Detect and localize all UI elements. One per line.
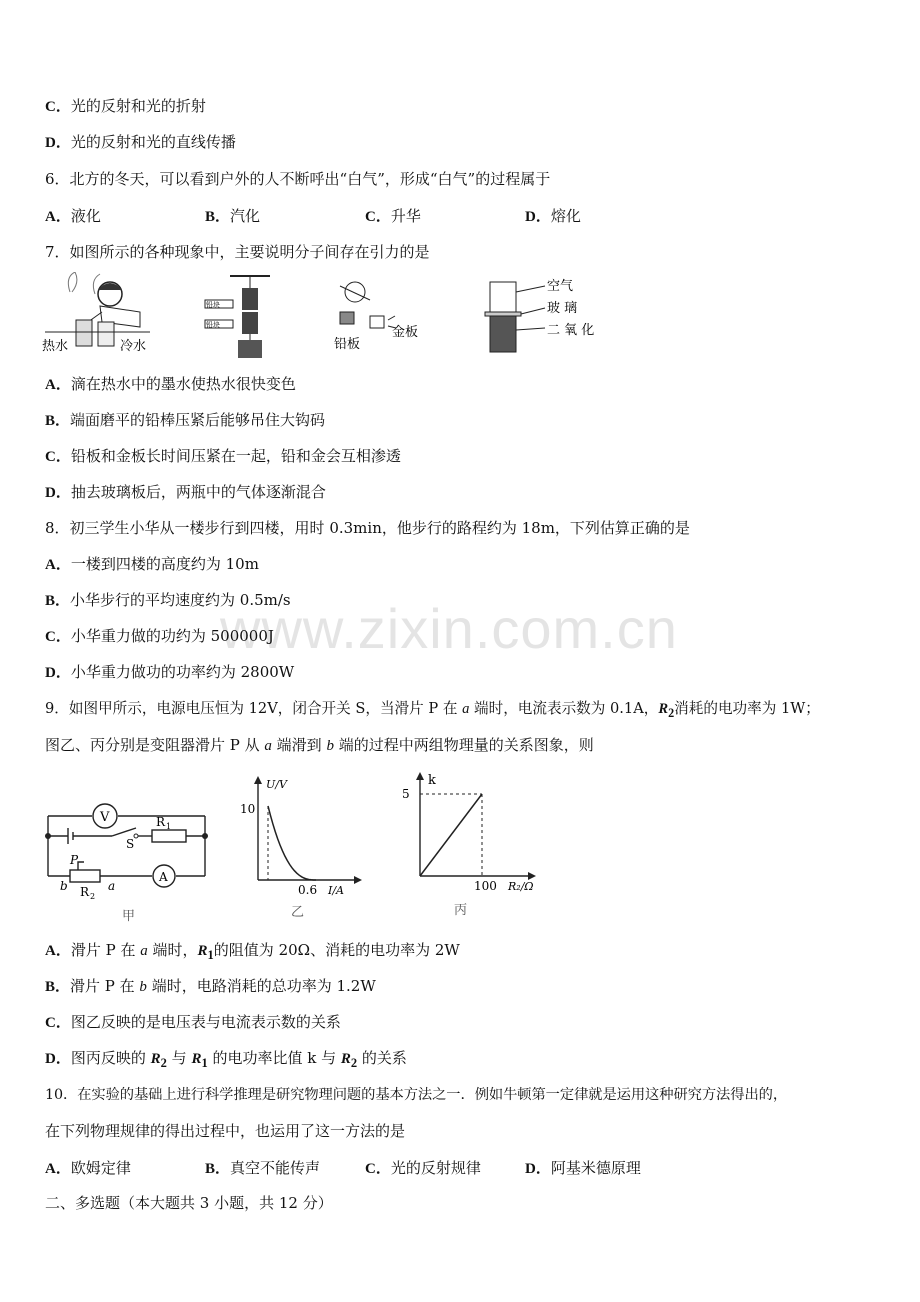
option-text: 滑片 P 在 — [70, 977, 140, 995]
graph-bing — [398, 770, 548, 920]
option-text: 光的反射和光的直线传播 — [70, 133, 236, 151]
option-label: D． — [525, 1161, 551, 1177]
option-label: B． — [205, 209, 231, 225]
q6-stem: 6．北方的冬天，可以看到户外的人不断呼出“白气”，形成“白气”的过程属于 — [45, 170, 551, 188]
air-label: 空气 — [547, 279, 574, 294]
x-tick-label: 0.6 — [298, 883, 318, 897]
option-text: 光的反射和光的折射 — [70, 97, 206, 115]
var-sub: 2 — [350, 1056, 358, 1070]
r1-label: R — [156, 815, 166, 829]
q9-option-b[interactable] — [45, 976, 376, 997]
circuit-diagram-jia — [40, 800, 220, 924]
q9-stem-line2 — [45, 735, 594, 756]
slider-label: P — [70, 853, 79, 867]
cold-water-label: 冷水 — [120, 339, 147, 354]
r2-label: R — [80, 885, 90, 899]
section-heading-multiple-choice: 二、多选题（本大题共 3 小题，共 12 分） — [45, 1194, 333, 1212]
k-r2-line — [420, 794, 482, 876]
option-label: D． — [525, 209, 551, 225]
var-r: R — [658, 701, 669, 717]
option-label: A． — [45, 943, 71, 959]
var-b: b — [139, 979, 147, 995]
watermark: www.zixin.com.cn — [220, 597, 678, 660]
q9-option-c[interactable] — [45, 1012, 341, 1033]
option-text: 光的反射规律 — [390, 1159, 481, 1177]
r2-sub: 2 — [90, 892, 96, 901]
option-text: 端时， — [147, 941, 198, 959]
q8-option-c[interactable] — [45, 626, 274, 647]
var-sub: 1 — [207, 948, 214, 962]
no2-label: 二 氧 化 — [547, 323, 595, 338]
option-label: C． — [45, 449, 71, 465]
voltmeter-label: V — [100, 810, 110, 825]
x-axis-label: R₂/Ω — [508, 880, 534, 893]
option-text: 端面磨平的铅棒压紧后能够吊住大钩码 — [70, 411, 326, 429]
option-label: A． — [45, 209, 71, 225]
end-a-label: a — [108, 879, 116, 893]
stem-text: 端的过程中两组物理量的关系图象，则 — [333, 736, 594, 754]
x-axis-label: I/A — [328, 884, 344, 897]
var-r: R — [340, 1051, 351, 1067]
q10-stem-line2: 在下列物理规律的得出过程中，也运用了这一方法的是 — [45, 1122, 406, 1140]
q7-figures — [40, 272, 640, 362]
option-label: C． — [45, 1015, 71, 1031]
option-text: 熔化 — [550, 207, 581, 225]
option-text: 一楼到四楼的高度约为 10m — [70, 555, 259, 573]
q10-stem-line1: 10．在实验的基础上进行科学推理是研究物理问题的基本方法之一．例如牛顿第一定律就是运用这种研究方法得出的， — [45, 1087, 788, 1103]
var-r: R — [150, 1051, 161, 1067]
q6-option-b[interactable] — [205, 205, 260, 226]
option-text: 滑片 P 在 — [70, 941, 141, 959]
option-text: 汽化 — [230, 207, 261, 225]
option-label: D． — [45, 135, 71, 151]
option-text: 欧姆定律 — [70, 1159, 131, 1177]
q9-stem-line1 — [45, 699, 820, 723]
q6-option-a[interactable] — [45, 205, 101, 226]
var-sub: 2 — [160, 1056, 167, 1070]
option-label: B． — [45, 593, 71, 609]
option-text: 端时，电路消耗的总功率为 1.2W — [146, 977, 376, 995]
ink-diffusion-figure — [42, 272, 150, 354]
option-text: 升华 — [390, 207, 421, 225]
stem-text: 图乙、丙分别是变阻器滑片 P 从 — [45, 736, 265, 754]
option-text: 图乙反映的是电压表与电流表示数的关系 — [70, 1013, 341, 1031]
q9-option-d[interactable] — [45, 1048, 407, 1073]
stem-text: 9．如图甲所示，电源电压恒为 12V，闭合开关 S，当滑片 P 在 — [45, 700, 463, 717]
option-label: A． — [45, 377, 71, 393]
var-sub: 1 — [201, 1056, 208, 1070]
y-tick-label: 10 — [240, 802, 256, 816]
u-i-curve — [268, 806, 316, 880]
q10-option-d[interactable] — [525, 1157, 641, 1178]
option-text: 的关系 — [357, 1049, 407, 1067]
lead-block-label-2: 铅块 — [206, 321, 220, 329]
q5-option-d[interactable] — [45, 132, 236, 153]
end-b-label: b — [60, 879, 68, 893]
var-r: R — [197, 943, 208, 959]
option-text: 小华步行的平均速度约为 0.5m/s — [70, 591, 291, 609]
option-text: 铅板和金板长时间压紧在一起，铅和金会互相渗透 — [70, 447, 401, 465]
option-text: 的电功率比值 k 与 — [207, 1049, 341, 1067]
r1-sub: 1 — [166, 822, 172, 831]
option-label: B． — [45, 413, 71, 429]
graph-yi — [236, 770, 366, 920]
q10-option-a[interactable] — [45, 1157, 131, 1178]
q7-option-a[interactable] — [45, 374, 296, 395]
var-r: R — [191, 1051, 202, 1067]
option-label: A． — [45, 557, 71, 573]
y-axis-label: U/V — [266, 778, 287, 791]
option-label: D． — [45, 1051, 71, 1067]
q9-option-a[interactable] — [45, 940, 460, 965]
switch-label: S — [126, 837, 135, 851]
lead-rod-figure — [205, 276, 270, 358]
stem-text: 消耗的电功率为 1W； — [674, 700, 820, 717]
ammeter-label: A — [159, 870, 168, 884]
q8-option-b[interactable] — [45, 590, 291, 611]
option-text: 的阻值为 20Ω、消耗的电功率为 2W — [213, 941, 460, 959]
var-a: a — [264, 738, 272, 754]
lead-block-label-1: 铅块 — [206, 301, 220, 309]
lead-plate-label: 铅板 — [334, 337, 361, 352]
q10-option-c[interactable] — [365, 1157, 481, 1178]
var-a: a — [462, 701, 470, 717]
stem-text: 端滑到 — [271, 736, 327, 754]
option-label: C． — [365, 1161, 391, 1177]
x-tick-label: 100 — [474, 879, 497, 893]
y-tick-label: 5 — [402, 787, 410, 801]
var-a: a — [140, 943, 148, 959]
option-label: C． — [45, 99, 71, 115]
q7-option-b[interactable] — [45, 410, 325, 431]
q5-option-c[interactable] — [45, 96, 206, 117]
option-label: D． — [45, 665, 71, 681]
option-text: 阿基米德原理 — [550, 1159, 641, 1177]
q7-option-d[interactable] — [45, 482, 326, 503]
option-label: D． — [45, 485, 71, 501]
q8-stem: 8．初三学生小华从一楼步行到四楼，用时 0.3min，他步行的路程约为 18m，下列估算正确的是 — [45, 519, 690, 537]
gas-jars-figure — [485, 278, 594, 352]
option-label: C． — [45, 629, 71, 645]
q7-stem: 7．如图所示的各种现象中，主要说明分子间存在引力的是 — [45, 243, 430, 261]
stem-text: 端时，电流表示数为 0.1A， — [469, 700, 659, 717]
option-text: 图丙反映的 — [70, 1049, 151, 1067]
q6-option-d[interactable] — [525, 205, 581, 226]
option-label: B． — [205, 1161, 231, 1177]
option-label: C． — [365, 209, 391, 225]
q10-option-b[interactable] — [205, 1157, 320, 1178]
hot-water-label: 热水 — [42, 339, 69, 354]
gold-plate-label: 金板 — [392, 325, 419, 340]
figure-caption-bing: 丙 — [454, 903, 468, 918]
var-sub: 2 — [668, 705, 675, 720]
option-text: 与 — [166, 1049, 192, 1067]
y-axis-label: k — [428, 773, 436, 788]
option-label: A． — [45, 1161, 71, 1177]
var-b: b — [326, 738, 334, 754]
q8-option-a[interactable] — [45, 554, 259, 575]
lead-gold-figure — [334, 282, 418, 352]
option-text: 真空不能传声 — [230, 1159, 321, 1177]
option-label: B． — [45, 979, 71, 995]
glass-label: 玻 璃 — [547, 301, 578, 316]
option-text: 小华重力做的功约为 500000J — [70, 627, 274, 645]
option-text: 小华重力做功的功率约为 2800W — [70, 663, 295, 681]
option-text: 滴在热水中的墨水使热水很快变色 — [70, 375, 296, 393]
figure-caption-jia: 甲 — [122, 909, 136, 924]
q6-option-c[interactable] — [365, 205, 421, 226]
q8-option-d[interactable] — [45, 662, 294, 683]
q7-option-c[interactable] — [45, 446, 401, 467]
figure-caption-yi: 乙 — [291, 905, 305, 920]
option-text: 液化 — [70, 207, 101, 225]
option-text: 抽去玻璃板后，两瓶中的气体逐渐混合 — [70, 483, 326, 501]
